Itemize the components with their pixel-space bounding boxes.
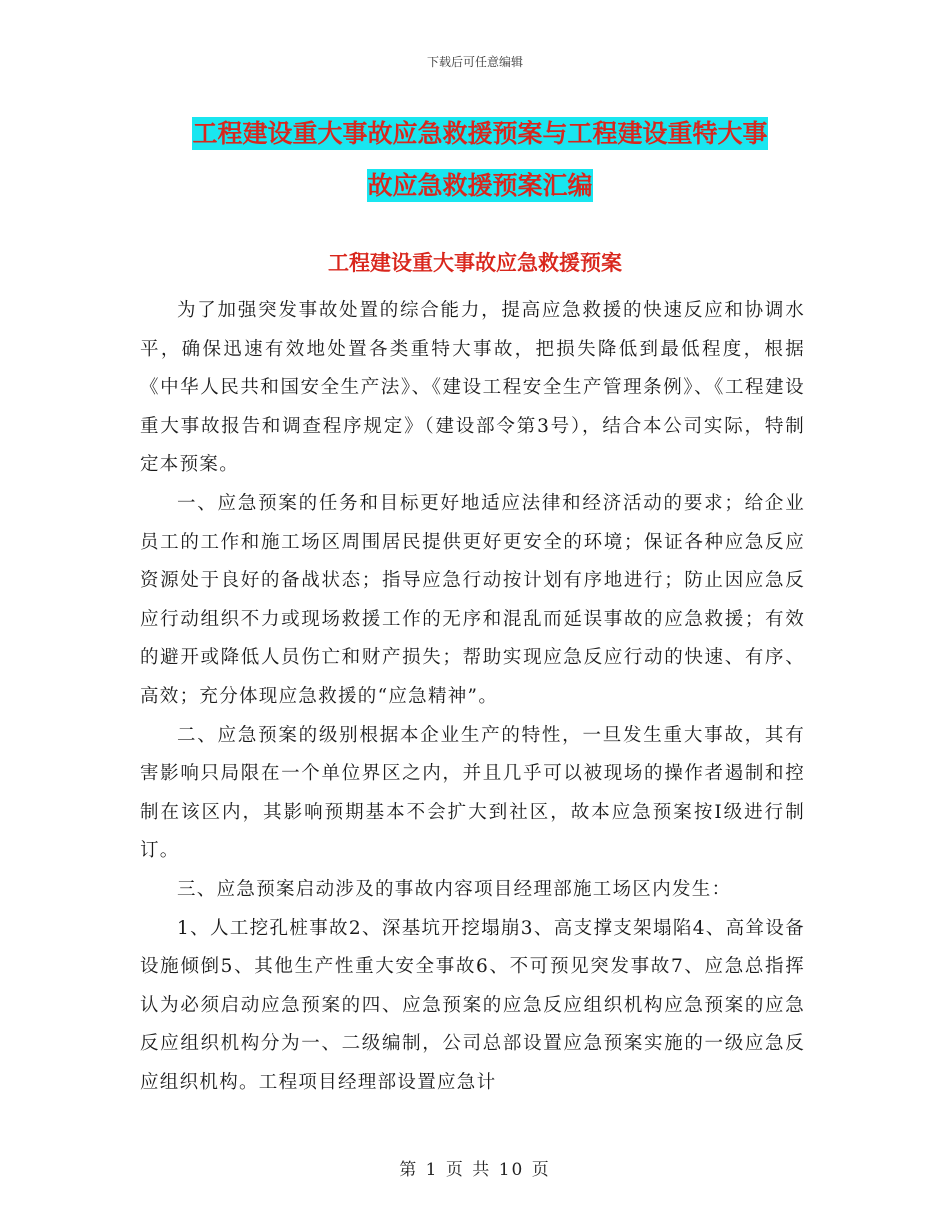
document-title (140, 108, 820, 212)
title-line-2: 故应急救援预案汇编 (367, 171, 593, 200)
paragraph: 一、应急预案的任务和目标更好地适应法律和经济活动的要求；给企业员工的工作和施工场区周围居民提供更好更安全的环境；保证各种应急反应资源处于良好的备战状态；指导应急行动按计划有序地进行；防止因应急反应行动组织不力或现场救援工作的无序和混乱而延误事故的应急救援；有效的避开或降低人员伤亡和财产损失；帮助实现应急反应行动的快速、有序、高效；充分体现应急救援的“应急精神”。 (140, 492, 805, 707)
paragraph: 为了加强突发事故处置的综合能力，提高应急救援的快速反应和协调水平，确保迅速有效地处置各类重特大事故，把损失降低到最低程度，根据《中华人民共和国安全生产法》、《建设工程安全生产管理条例》、《工程建设重大事故报告和调查程序规定》（建设部令第3号），结合本公司实际，特制定本预案。 (140, 300, 805, 476)
paragraph: 二、应急预案的级别根据本企业生产的特性，一旦发生重大事故，其有害影响只局限在一个单位界区之内，并且几乎可以被现场的操作者遏制和控制在该区内，其影响预期基本不会扩大到社区，故本应急预案按Ⅰ级进行制订。 (140, 724, 805, 862)
title-line-1: 工程建设重大事故应急救援预案与工程建设重特大事 (192, 119, 768, 148)
paragraph: 三、应急预案启动涉及的事故内容项目经理部施工场区内发生： (177, 878, 732, 900)
page-number: 第 1 页 共 10 页 (399, 1160, 551, 1180)
section-title: 工程建设重大事故应急救援预案 (328, 251, 622, 275)
page-header: 下载后可任意编辑 (426, 55, 523, 69)
paragraph: 1、人工挖孔桩事故2、深基坑开挖塌崩3、高支撑支架塌陷4、高耸设备设施倾倒5、其他生产性重大安全事故6、不可预见突发事故7、应急总指挥认为必须启动应急预案的四、应急预案的应急反应组织机构应急预案的应急反应组织机构分为一、二级编制，公司总部设置应急预案实施的一级应急反应组织机构。工程项目经理部设置应急计 (140, 917, 805, 1093)
document-body (140, 292, 805, 1102)
